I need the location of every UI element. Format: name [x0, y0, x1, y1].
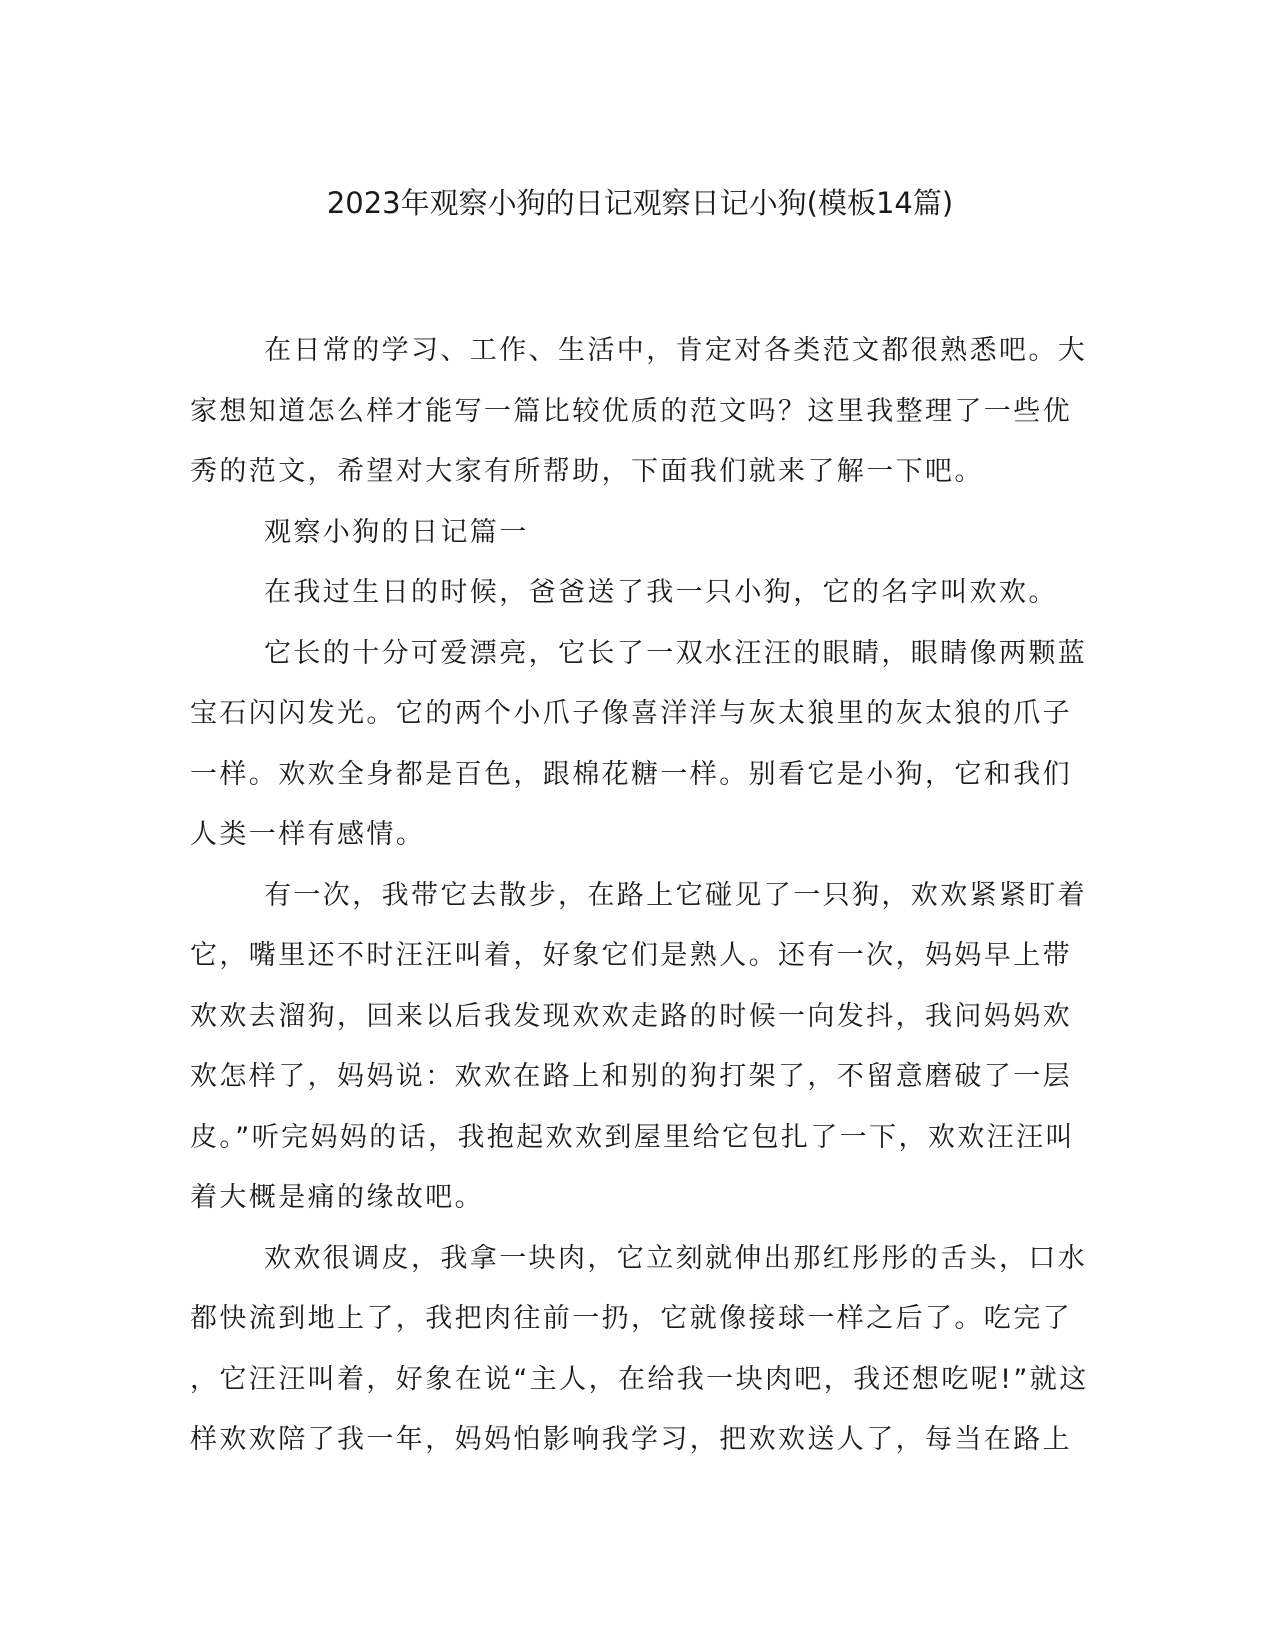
text-line: 宝石闪闪发光。它的两个小爪子像喜洋洋与灰太狼里的灰太狼的爪子	[190, 698, 1072, 729]
text-line: 皮。”听完妈妈的话，我抱起欢欢到屋里给它包扎了一下，欢欢汪汪叫	[190, 1121, 1075, 1153]
text-line: 家想知道怎么样才能写一篇比较优质的范文吗？这里我整理了一些优	[190, 395, 1072, 427]
section-heading: 观察小狗的日记篇一	[264, 516, 529, 548]
text-line: 秀的范文，希望对大家有所帮助，下面我们就来了解一下吧。	[190, 456, 984, 487]
text-line: 欢欢去溜狗，回来以后我发现欢欢走路的时候一向发抖，我问妈妈欢	[190, 1000, 1072, 1032]
text-line: 都快流到地上了，我把肉往前一扔，它就像接球一样之后了。吃完了	[190, 1303, 1072, 1334]
text-line: 它长的十分可爱漂亮，它长了一双水汪汪的眼睛，眼睛像两颗蓝	[264, 637, 1088, 669]
text-line: 有一次，我带它去散步，在路上它碰见了一只狗，欢欢紧紧盯着	[264, 879, 1088, 911]
text-line: 着大概是痛的缘故吧。	[190, 1182, 484, 1213]
text-line: 样欢欢陪了我一年，妈妈怕影响我学习，把欢欢送人了，每当在路上	[190, 1424, 1072, 1455]
text-line: 在日常的学习、工作、生活中，肯定对各类范文都很熟悉吧。大	[264, 335, 1088, 366]
text-line: 在我过生日的时候，爸爸送了我一只小狗，它的名字叫欢欢。	[264, 577, 1058, 608]
text-line: 一样。欢欢全身都是百色，跟棉花糖一样。别看它是小狗，它和我们	[190, 758, 1072, 790]
text-line: 它，嘴里还不时汪汪叫着，好象它们是熟人。还有一次，妈妈早上带	[190, 940, 1072, 971]
text-line: 欢欢很调皮，我拿一块肉，它立刻就伸出那红彤彤的舌头，口水	[264, 1242, 1088, 1274]
document-body	[190, 331, 1089, 1481]
text-line: 欢怎样了，妈妈说：欢欢在路上和别的狗打架了，不留意磨破了一层	[190, 1061, 1072, 1092]
text-line: 人类一样有感情。	[190, 819, 426, 850]
document-title: 2023年观察小狗的日记观察日记小狗(模板14篇)	[326, 186, 954, 220]
text-line: ，它汪汪叫着，好象在说“主人，在给我一块肉吧，我还想吃呢!”就这	[190, 1363, 1089, 1395]
